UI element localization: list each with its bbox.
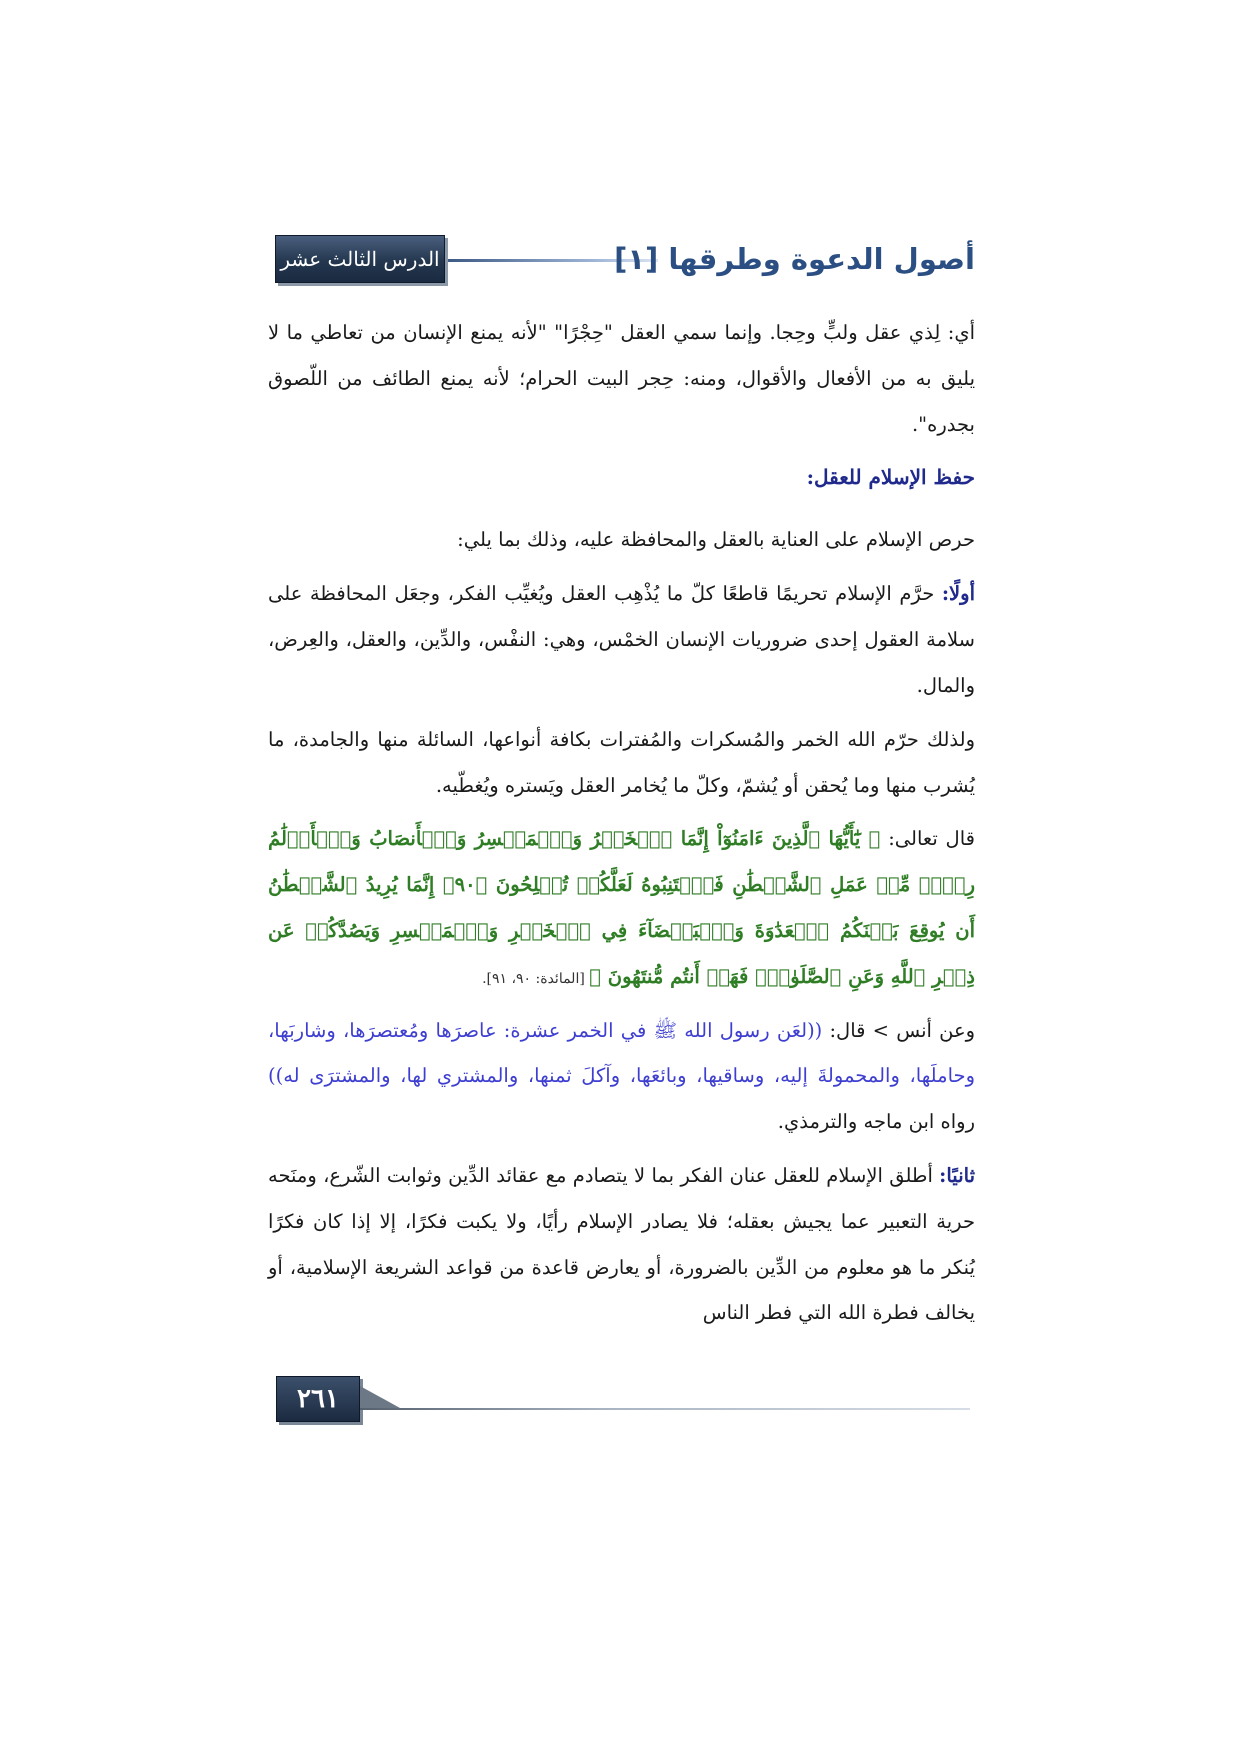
page-footer <box>276 1376 976 1424</box>
page-number: ٢٦١ <box>276 1376 360 1422</box>
book-title: أصول الدعوة وطرقها [١] <box>614 242 975 276</box>
paragraph-second-point <box>268 1153 975 1336</box>
page-header <box>270 233 975 289</box>
second-point-text: أطلق الإسلام للعقل عنان الفكر بما لا يتصادم مع عقائد الدِّين وثوابت الشّرع، ومنَحه حرية التعبير عما يجيش بعقله؛ فلا يصادر الإسلام رأيًا، ولا يكبت فكرًا، إلا إذا كان فكرًا يُنكر ما هو معلوم من الدِّين بالضرورة، أو يعارض قاعدة من قواعد الشريعة الإسلامية، أو يخالف فطرة الله التي فطر الناس <box>268 1164 975 1325</box>
section-heading: حفظ الإسلام للعقل: <box>806 465 975 490</box>
verse-reference: [المائدة: ٩٠، ٩١]. <box>482 970 590 987</box>
paragraph-prohibition: ولذلك حرّم الله الخمر والمُسكرات والمُفترات بكافة أنواعها، السائلة منها والجامدة، ما يُشرب منها وما يُحقن أو يُشمّ، وكلّ ما يُخامر العقل ويَستره ويُغطّيه. <box>268 727 975 797</box>
quran-verse: ﴿ يَٰٓأَيُّهَا ٱلَّذِينَ ءَامَنُوٓاْ إِنَّمَا ٱلۡخَمۡرُ وَٱلۡمَيۡسِرُ وَٱلۡأَنصَابُ وَٱلۡأَزۡلَٰمُ رِجۡسٞ مِّنۡ عَمَلِ ٱلشَّيۡطَٰنِ فَٱجۡتَنِبُوهُ لَعَلَّكُمۡ تُفۡلِحُونَ ﴿٩٠﴾ إِنَّمَا يُرِيدُ ٱلشَّيۡطَٰنُ أَن يُوقِعَ بَيۡنَكُمُ ٱلۡعَدَٰوَةَ وَٱلۡبَغۡضَآءَ فِي ٱلۡخَمۡرِ وَٱلۡمَيۡسِرِ وَيَصُدَّكُمۡ عَن ذِكۡرِ ٱللَّهِ وَعَنِ ٱلصَّلَوٰةِۖ فَهَلۡ أَنتُم مُّنتَهُونَ ﴾ <box>268 827 975 988</box>
hadith-intro: وعن أنس > قال: <box>822 1018 975 1042</box>
first-point-text: حرَّم الإسلام تحريمًا قاطعًا كلّ ما يُذْهِب العقل ويُغيِّب الفكر، وجعَل المحافظة على سلامة العقول إحدى ضروريات الإنسان الخمْس، وهي: النفْس، والدِّين، والعقل، والعِرض، والمال. <box>268 582 975 697</box>
paragraph-first-point <box>268 571 975 708</box>
paragraph-verse <box>268 816 975 999</box>
hadith-text: ((لعَن رسول الله ﷺ في الخمر عشرة: عاصرَها ومُعتصرَها، وشاربَها، وحاملَها، والمحمولةَ إليه، وساقيها، وبائعَها، وآكلَ ثمنها، والمشتري لها، والمشترَى له)) <box>268 1018 975 1088</box>
verse-intro: قال تعالى: <box>880 827 975 851</box>
paragraph-intro: حرص الإسلام على العناية بالعقل والمحافظة عليه، وذلك بما يلي: <box>457 528 975 552</box>
hadith-source: رواه ابن ماجه والترمذي. <box>777 1110 975 1134</box>
paragraph-hadith <box>268 1008 975 1145</box>
footer-divider <box>360 1408 970 1410</box>
point-label-second: ثانيًا: <box>939 1164 975 1187</box>
lesson-badge: الدرس الثالث عشر <box>275 235 445 283</box>
paragraph-definition: أي: لِذي عقل ولبٍّ وحِجا. وإنما سمي العقل "حِجْرًا" "لأنه يمنع الإنسان من تعاطي ما لا يليق به من الأفعال والأقوال، ومنه: حِجر البيت الحرام؛ لأنه يمنع الطائف من اللّصوق بجدره". <box>268 321 975 436</box>
point-label-first: أولًا: <box>941 582 975 606</box>
footer-wedge <box>360 1386 400 1408</box>
page-body <box>268 310 975 1344</box>
